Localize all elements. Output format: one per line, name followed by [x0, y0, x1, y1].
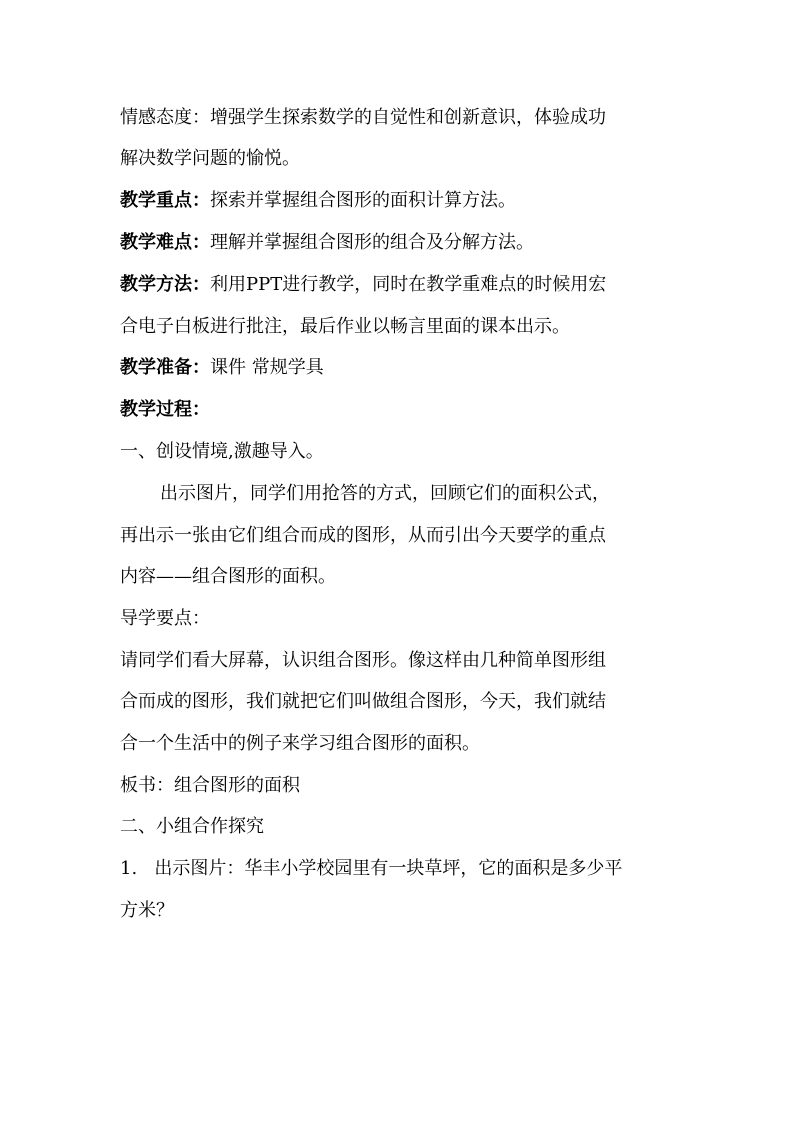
para-1-line-2: 再出示一张由它们组合而成的图形，从而引出今天要学的重点 — [120, 525, 606, 546]
section-2-heading: 二、小组合作探究 — [120, 816, 264, 837]
para-2-line-3: 合一个生活中的例子来学习组合图形的面积。 — [120, 733, 480, 754]
para-1-line-3: 内容——组合图形的面积。 — [120, 566, 336, 587]
board-line: 板书：组合图形的面积 — [120, 775, 300, 796]
process-heading: 教学过程： — [120, 399, 210, 420]
item-1-line-2: 方米？ — [120, 900, 174, 921]
para-2-line-2: 合而成的图形，我们就把它们叫做组合图形，今天，我们就结 — [120, 691, 606, 712]
section-1-heading: 一、创设情境,激趣导入。 — [120, 441, 324, 462]
method-label: 教学方法： — [120, 274, 210, 295]
emotion-line-1: 情感态度：增强学生探索数学的自觉性和创新意识，体验成功 — [120, 107, 606, 128]
difficult-point-text: 理解并掌握组合图形的组合及分解方法。 — [210, 232, 534, 253]
key-point-line — [120, 189, 516, 213]
item-1-line-1: 1. 出示图片：华丰小学校园里有一块草坪，它的面积是多少平 — [120, 858, 623, 879]
method-line-1 — [120, 273, 606, 297]
method-text-1: 利用PPT进行教学，同时在教学重难点的时候用宏 — [210, 274, 607, 295]
emotion-line-2: 解决数学问题的愉悦。 — [120, 148, 300, 169]
prep-text: 课件 常规学具 — [210, 357, 324, 378]
key-point-text: 探索并掌握组合图形的面积计算方法。 — [210, 190, 516, 211]
para-2-line-1: 请同学们看大屏幕，认识组合图形。像这样由几种简单图形组 — [120, 650, 606, 671]
method-line-2: 合电子白板进行批注，最后作业以畅言里面的课本出示。 — [120, 316, 570, 337]
prep-line — [120, 356, 324, 380]
difficult-point-line — [120, 231, 534, 255]
guide-heading: 导学要点： — [120, 608, 210, 629]
para-1-line-1: 出示图片，同学们用抢答的方式，回顾它们的面积公式， — [160, 483, 610, 504]
key-point-label: 教学重点： — [120, 190, 210, 211]
difficult-point-label: 教学难点： — [120, 232, 210, 253]
prep-label: 教学准备： — [120, 357, 210, 378]
